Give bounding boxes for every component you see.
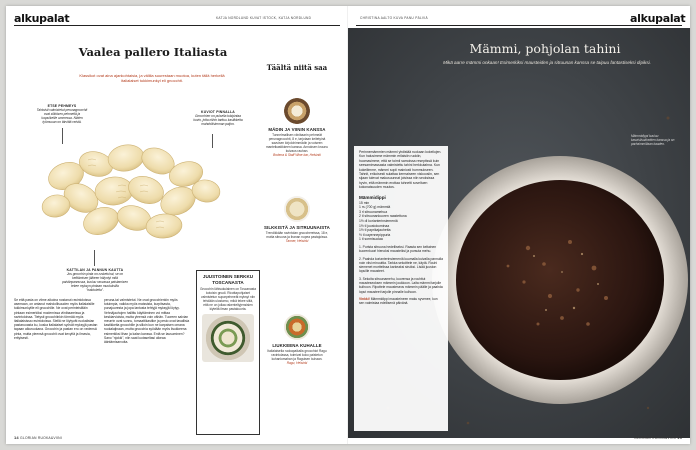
- section-logo: alkupalat: [14, 12, 70, 25]
- product-venue: Tanner, Helsinki: [285, 239, 309, 243]
- product-name: SILKKISTÄ JA SITRUUNAISTA: [264, 225, 330, 230]
- page-number: 15: [677, 435, 682, 440]
- callout-softness: [36, 104, 88, 124]
- callout-pattern: [192, 110, 244, 126]
- callout-text: Tahtoisit valmistetut perunagnocchit ovat silkkisen pehmeitä ja luopulkeille ummessa. Niiden työmuuan on tärvittä veistä.: [36, 108, 88, 124]
- ingredient: 1 tl sormisuolaa: [359, 237, 383, 242]
- sidebar-heading: Täältä niitä saa: [266, 63, 328, 72]
- article-headline: Vaalea pallero Italiasta: [78, 45, 228, 59]
- tip-text: Mämmidippi mausteineen maku syvenee, kun sen valmistaa edellisenä päivänä.: [359, 296, 438, 306]
- left-page: [6, 6, 348, 444]
- ingredient: 1 rs (700 g) mämmiä: [359, 205, 391, 210]
- magazine-name: GLORIAN RUOKA&VIINI: [634, 436, 676, 440]
- callout-pointer: [212, 134, 213, 148]
- ingredient-list: [359, 205, 443, 242]
- callout-pan: [62, 268, 128, 292]
- magazine-spread: [6, 6, 690, 444]
- recipe-time: 15 min: [359, 200, 370, 205]
- box-text: Gnocchin lähisukulainen on Toscanasta kotoisin gnudi. Ricottapohjaiset valmistetun suparpehmeät myksyt niin tehdään ulostamo, mikä tekee siitä, että ne on jollaa rakenteltyjensisien kiyteltä ilman pastakuorta.: [200, 287, 256, 311]
- product-item: [264, 196, 330, 243]
- callout-text: Jos gnocchin pinta on rusketuhut, se on keittämisen jälkeen hälyntyi mitä paistinpannussa, kuuluu rasvassa paistamisen tekee myksyn pintaan muutuksilla "nakkuleita".: [62, 272, 128, 292]
- recipe-title: Mämmidippi: [359, 194, 386, 200]
- page-number: 14: [14, 435, 19, 440]
- recipe-step: 1. Purista sitruuna hedelliseksi. Raasta sen keltainen kuorenkuori hienoksi mausteiksi ja pursuta mehu.: [359, 245, 437, 254]
- ingredient: 1½ dl korianterinsiemeniä: [359, 219, 398, 224]
- article-deck: Mikä aarre mämmi onkaan! Esimerkiksi mausteiden ja sitruunan kanssa se taipuu fantastiseksi dipiksi.: [443, 60, 651, 65]
- ingredient: 3 rl sitruunamehua: [359, 209, 388, 214]
- tip-label: Vinkki!: [359, 296, 370, 301]
- product-name: MÄDIN JA VIININ KANSSA: [268, 127, 326, 132]
- product-item: [264, 98, 330, 157]
- folio: [634, 435, 682, 440]
- body-text-column-1: Se että pasta on viime aikoina nostanut ravintoloissa asemaan, on antanut mahdollisuuden myös italialaisille tukkimunkyille eli gnocchille. Ne ovat perinteisiltäin pintaan esimerkiksi modernissa viinibaareissa ja ravintoloissa. Tietysti gnocchiinkin törmää myös italialaisissa ravintoloissa. Siellä ne löytyvät ruokalistan pastaruoasta ku, koska italialaiset syövät myksyjä pastan tapaan alkuruokana. Gnocchin ja pastan ero on vedensä pinta, mutta yleensä gnocchit ovat kevyitä ja ilmavia, erityisesti.: [14, 298, 98, 340]
- box-title: JUUSTOINEN SERKKU TOSCANASTA: [202, 274, 254, 285]
- gnudi-box: [196, 270, 260, 435]
- product-description: Italialaisella ruokapaikalla gnocchiot Ragu ravintolassa, toimivat koko paistetun kuhanlomahan ja Raguisen kuhaan.: [267, 349, 327, 361]
- dish-photo: [284, 98, 310, 124]
- product-item: [264, 314, 330, 365]
- callout-pointer: [62, 128, 63, 144]
- photo-credit: KATJA NORDLUND KUVAT ISTOCK, KATJA NORDLUND: [216, 16, 312, 20]
- ingredient: 1½ tl juustokuminaa: [359, 223, 390, 228]
- magazine-name: GLORIAN RUOKA&VIINI: [20, 436, 62, 440]
- ingredient: 1½ tl paprikajauhetta: [359, 228, 391, 233]
- photo-credit: CHRISTINA AALTO KUVA PANU PÄLVIÄ: [360, 16, 428, 20]
- gnocchi-photo: [26, 106, 226, 256]
- dish-photo: [284, 196, 310, 222]
- ingredient: ½ tl cayennepippuria: [359, 232, 391, 237]
- recipe-tip: [359, 297, 443, 306]
- recipe-step: 2. Paahda korianterinsiemeniä kuumalla kuivalla pannulla noin viisi minuuttia. Tarkka sekoittele ne, käytä. Rouhi siemenet morttelissa karkeaksi siruiksi. Lisää juuston lopuille mausteet.: [359, 256, 443, 274]
- gnocchi-illustration: [26, 106, 226, 256]
- recipe-panel: [354, 146, 448, 431]
- product-description: Tunnelmallisen viinibaarin pehmeät perunagnocchit, 8 e, tarjotaan keitetyinä savuisen kirjolohimmädin ja voiseen manteikastikkeen kanssa. Annoksen kruunu kuivaus rauhan.: [265, 133, 328, 153]
- product-venue: Ragu, Helsinki: [286, 361, 308, 365]
- gnudi-photo: [202, 314, 254, 362]
- header-rule: [14, 25, 340, 26]
- callout-title: KATTILAN JA PANNUN KAUTTA: [66, 268, 124, 272]
- article-headline: Mämmi, pohjolan tahini: [469, 41, 621, 56]
- product-description: Trendikkään ravintolan gnocchereissa, 18 e, mutta sitruuna ja ihanan nupea pastajoissa.: [265, 231, 329, 239]
- dish-photo: [284, 314, 310, 340]
- header-rule: [356, 25, 682, 26]
- folio: [14, 435, 62, 440]
- article-deck: Klassikot ovat aina ajankohtaisia, ja väliila suurestaan muotoa, kuten tällä herkellä italialaiset tukkimunkyl eli gnocchit.: [79, 73, 225, 83]
- recipe-intro: Perinnemämmien mämmi yhdistää ruokaan kokeilujen. Kun halusimme mämmin erilaisiin ruokiin, huomasimme, että se toimii samoissa reseptissä kuin seesamimassasta valmistettu tahini herkkutahna. Kun kokeilimme, mämmi sopii mainiosti hummukseen. Tahnit, erikoisesti sulattaa kermaiseen viskoosiin, sen sijaan tulevat makusuunnat joisissa niin seoksissa hyvin, että mämmin erottaa tuhnetti soveltuen kokonaisuuden muutos.: [359, 150, 442, 190]
- callout-text: Gnocchien on pulsella tukipintaa kuvin, jotta niihin tarttuu kastikkeita mahdollisimman paljon.: [193, 114, 243, 126]
- callout-title: ETSE PEHMEYS: [47, 104, 77, 108]
- body-text-column-2: peruna-tai valmistetut. Ne ovat gnocchienkin myös tutuimpia, vaikka myös maissista, kurpitsasta, punajuuresta ja jopa lantusta tehtyjä myksyjä löytyy. Vehnäjauhojen hallittu käyttäminen voi mittaa keskiarvioista, mutta yleensä voin vähän. Tuoreen salvian meurrin ovat sunnu, tomaattikastike ja pesto ovat tavallisia kastikkeita gnocchille ja silloin kun ne karpaisen omana ruokalajinaan, mutta gnocchia syödään myös lisukkeena esimerkiksi lihan ja kalan kanssa. Entä se lausuminen? Sano "njokki", niin saat luotaseltasi oikeaa ääntämisarvoita.: [104, 298, 190, 345]
- recipe-step: 3. Sekoita sitruunamehu, kuorensa ja rouhitut mausteseoksen mämmin joukkoon. Laita mämmi tarjolle kulhoon. Ripottele mausteseos mämmin päälle ja paahda loput mausteet tarjolle pinnalle kulhoon.: [359, 276, 443, 294]
- callout-title: KUVIOT PINNALLA: [201, 110, 235, 114]
- product-name: LIUKKEENA KUHALLE: [272, 343, 322, 348]
- product-venue: Bodeca & Staff Wine bar, Helsinki: [273, 153, 321, 157]
- photo-caption: Mämmidippi kuuluu kasvislisukkeiden kanssa ja on parhaimmillaan kauden.: [631, 134, 675, 146]
- right-page: [348, 6, 690, 444]
- ingredient: 2 tl sitruunankuoren raastettuna: [359, 214, 407, 219]
- callout-pointer: [94, 250, 95, 266]
- section-logo: alkupalat: [630, 12, 686, 25]
